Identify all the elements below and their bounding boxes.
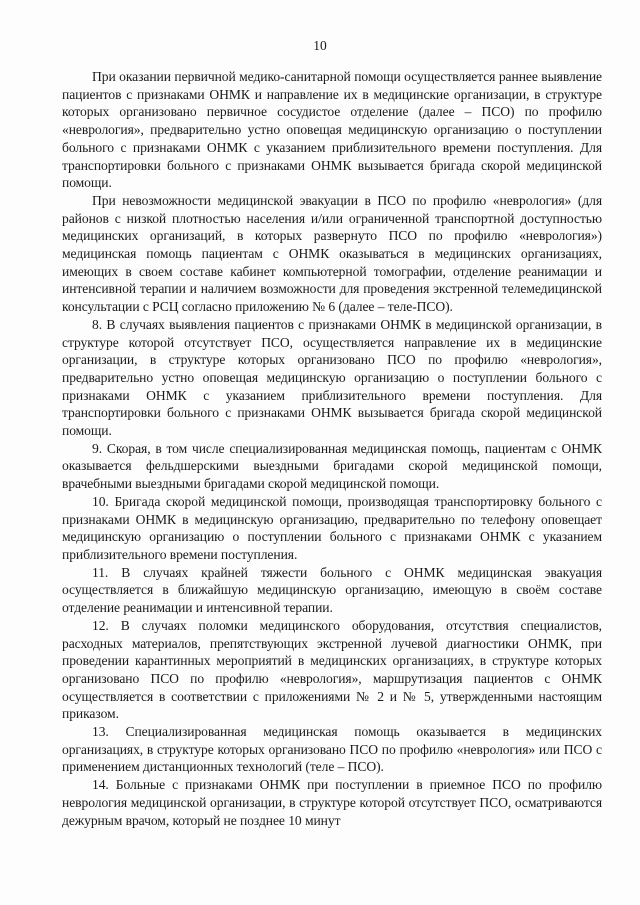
paragraph-evacuation-impossible: При невозможности медицинской эвакуации в ПСО по профилю «неврология» (для районов с низкой плотностью населения и/или ограниченной транспортной доступностью медицинских организаций, в которых развернуто ПСО по профилю «неврология») медицинская помощь пациентам с ОНМК оказываться в медицинских организациях, имеющих в своем составе кабинет компьютерной томографии, отделение реанимации и интенсивной терапии и наличием возможности для проведения экстренной телемедицинской консультации с РСЦ согласно приложению № 6 (далее – теле-ПСО).	[62, 192, 602, 315]
paragraph-8: 8. В случаях выявления пациентов с признаками ОНМК в медицинской организации, в структуре которой отсутствует ПСО, осуществляется направление их в медицинские организации, в структуре которых организовано ПСО по профилю «неврология», предварительно устно оповещая медицинскую организацию о поступлении больного с признаками ОНМК с указанием приблизительного времени поступления. Для транспортировки больного с признаками ОНМК вызывается бригада скорой медицинской помощи.	[62, 316, 602, 439]
paragraph-12: 12. В случаях поломки медицинского оборудования, отсутствия специалистов, расходных материалов, препятствующих экстренной лучевой диагностики ОНМК, при проведении карантинных мероприятий в медицинских организациях, в структуре которых организовано ПСО по профилю «неврология», маршрутизация пациентов с ОНМК осуществляется в соответствии с приложениями № 2 и № 5, утвержденными настоящим приказом.	[62, 617, 602, 722]
paragraph-9: 9. Скорая, в том числе специализированная медицинская помощь, пациентам с ОНМК оказывается фельдшерскими выездными бригадами скорой медицинской помощи, врачебными выездными бригадами скорой медицинской помощи.	[62, 440, 602, 492]
paragraph-14: 14. Больные с признаками ОНМК при поступлении в приемное ПСО по профилю неврология медицинской организации, в структуре которой отсутствует ПСО, осматриваются дежурным врачом, который не позднее 10 минут	[62, 777, 602, 828]
page-number: 10	[313, 38, 327, 53]
paragraph-primary-care: При оказании первичной медико-санитарной помощи осуществляется раннее выявление пациентов с признаками ОНМК и направление их в медицинские организации, в структуре которых организовано первичное сосудистое отделение (далее – ПСО) по профилю «неврология», предварительно устно оповещая медицинскую организацию о поступлении больного с признаками ОНМК с указанием приблизительного времени поступления. Для транспортировки больного с признаками ОНМК вызывается бригада скорой медицинской помощи.	[62, 69, 602, 191]
document-body	[62, 68, 602, 829]
paragraph-11: 11. В случаях крайней тяжести больного с ОНМК медицинская эвакуация осуществляется в ближайшую медицинскую организацию, имеющую в своём составе отделение реанимации и интенсивной терапии.	[62, 564, 602, 616]
paragraph-10: 10. Бригада скорой медицинской помощи, производящая транспортировку больного с признаками ОНМК в медицинскую организацию, предварительно по телефону оповещает медицинскую организацию о поступлении больного с признаками ОНМК с указанием приблизительного времени поступления.	[62, 493, 602, 562]
paragraph-13: 13. Специализированная медицинская помощь оказывается в медицинских организациях, в структуре которых организовано ПСО по профилю «неврология» или ПСО с применением дистанционных технологий (теле – ПСО).	[62, 724, 602, 775]
